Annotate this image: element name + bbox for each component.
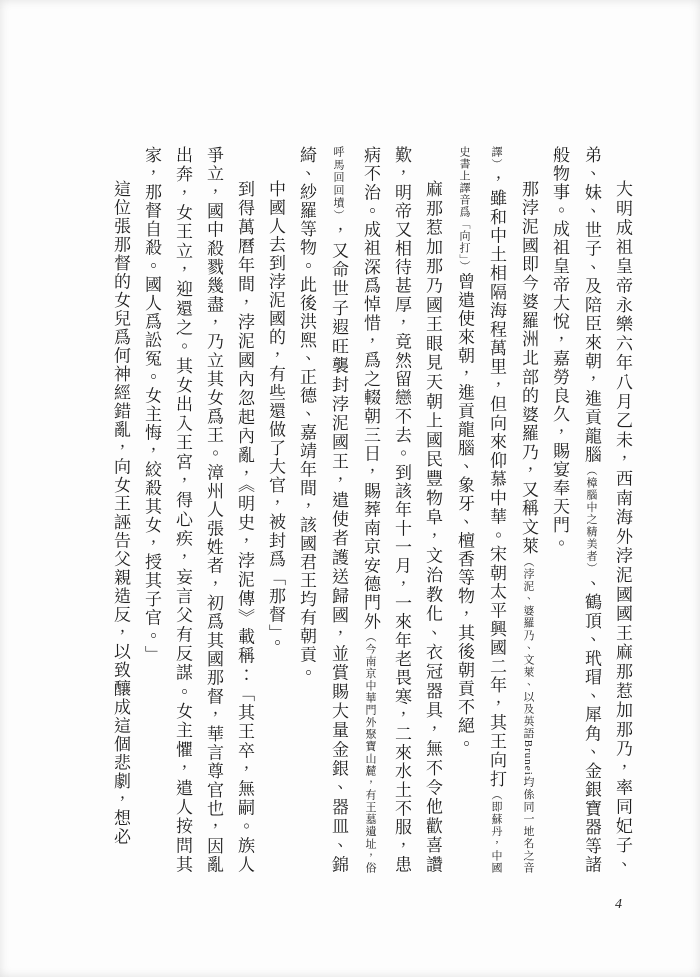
body-text: 到得萬曆年間，浡泥國內忽起內亂，《明史，浡泥傳》載稱：「其王卒，無嗣。族人爭立，國中殺戮幾盡，乃立其女爲王。漳州人張姓者，初爲其國那督，華言尊官也，因亂出奔，女王立，迎還之。其女出入王宮，得心疾，妄言父有反謀。女主懼，遣人按問其家，那督自殺。國人爲訟冤。女主悔，絞殺其女，授其子官。」 <box>142 146 254 874</box>
paragraph <box>448 146 544 874</box>
body-text: 中國人去到浡泥國的，有些還做了大官，被封爲「那督」。 <box>266 180 285 653</box>
annotation-text: （即蘇丹，中國史書上譯音爲「向打」） <box>458 146 502 875</box>
body-text: ，又命世子遐旺襲封浡泥國王，遣使者護送歸國，並賞賜大量金銀、器皿、錦綺、紗羅等物。此後洪熙、正德、嘉靖年間，該國君王均有朝貢。 <box>297 146 348 875</box>
body-text: 大明成祖皇帝永樂六年八月乙未，西南海外浡泥國國王麻那惹加那乃，率同妃子、弟、妹、世子、及陪臣來朝，進貢龍腦 <box>582 146 632 874</box>
annotation-text: （今南京中華門外聚寶山麓，有王墓遺址，俗呼馬回回墳） <box>332 146 376 875</box>
body-text: 那浡泥國即今婆羅洲北部的婆羅乃，又稱文萊 <box>519 180 538 556</box>
page-number: 4 <box>615 897 622 912</box>
paragraph <box>291 146 448 874</box>
paragraph <box>136 146 260 874</box>
body-text: 曾遣使來朝，進貢龍腦、象牙、檀香等物，其後朝貢不絕。 <box>455 272 474 754</box>
paragraph <box>544 146 638 874</box>
annotation-text: （樟腦中之精美者） <box>585 464 597 575</box>
body-text: 這位張那督的女兒爲何神經錯亂，向女王誣告父親造反，以致釀成這個悲劇，想必 <box>111 180 130 846</box>
body-text: 麻那惹加那乃國王眼見天朝上國民豐物阜，文治教化、衣冠器具，無不令他歡喜讚歎，明帝又相待甚厚，竟然留戀不去。到該年十一月，一來年老畏寒，二來水土不服，患病不治。成祖深爲悼惜，爲之輟朝三日，賜葬南京安德門外 <box>361 146 442 874</box>
paragraph <box>260 146 291 874</box>
text-block <box>52 146 638 874</box>
body-text: ，雖和中土相隔海程萬里，但向來仰慕中華。宋朝太平興國二年，其王向打 <box>487 170 506 789</box>
paragraph <box>105 146 136 874</box>
annotation-text: （浡泥、婆羅乃、文萊、以及英語Brunei均係同一地名之音譯） <box>490 146 534 874</box>
body-text: 、鶴頂、玳瑁、犀角、金銀寶器等諸般物事。成祖皇帝大悅，嘉勞良久，賜宴奉天門。 <box>550 146 601 875</box>
